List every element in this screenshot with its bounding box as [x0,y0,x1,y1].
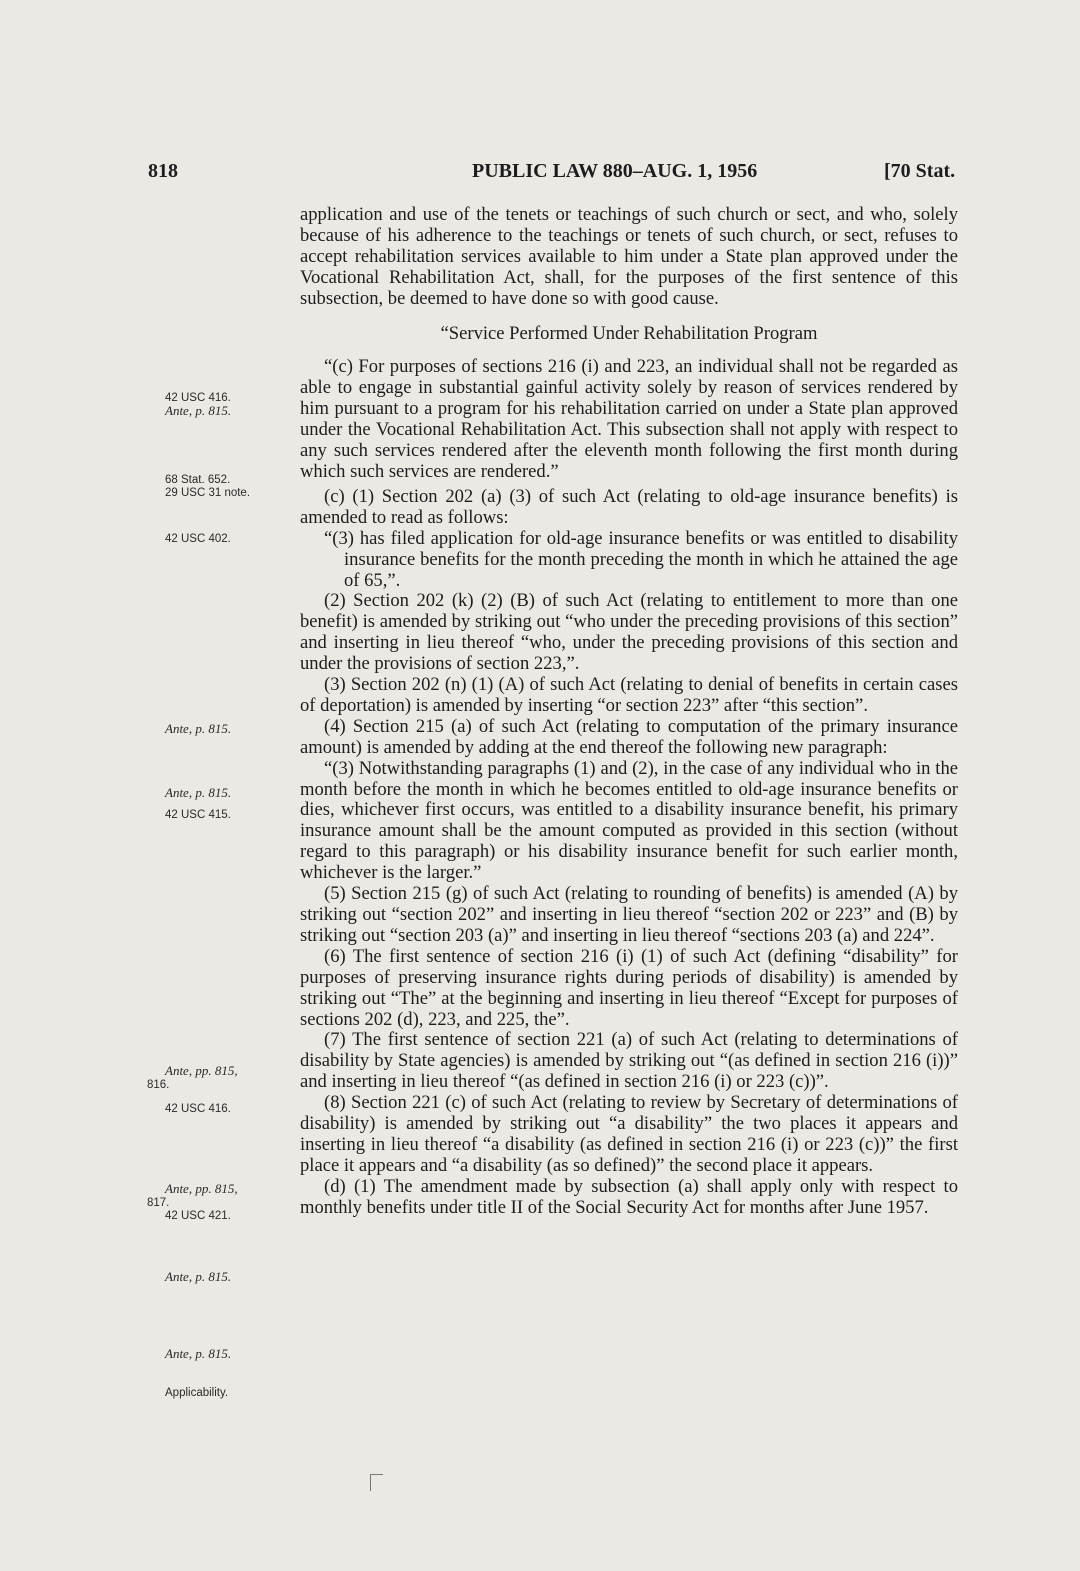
paragraph: (c) (1) Section 202 (a) (3) of such Act (relating to old-age insurance benefits) is amended to read as follows: [300,485,958,528]
page-header [0,160,1080,190]
margin-note: Ante, pp. 815, 816. [147,1063,238,1091]
page-number: 818 [148,160,178,182]
paragraph: application and use of the tenets or teachings of such church or sect, and who, solely because of his adherence to the teachings or tenets of such church, or sect, refuses to accept rehabilitation services available to him under a State plan approved under the Vocational Rehabilitation Act, shall, for the purposes of the first sentence of this subsection, be deemed to have done so with good cause. [300,204,958,309]
body-text [300,205,958,1219]
paragraph: (4) Section 215 (a) of such Act (relating to computation of the primary insurance amount) is amended by adding at the end thereof the following new paragraph: [300,715,958,758]
margin-note: Ante, p. 815. [165,1346,232,1361]
paragraph: (2) Section 202 (k) (2) (B) of such Act (relating to entitlement to more than one benefit) is amended by striking out “who under the preceding provisions of this section” and inserting in lieu thereof “who, under the preceding provisions of this section and under the provisions of section 223,”. [300,590,958,675]
corner-mark [370,1474,383,1491]
section-heading: “Service Performed Under Rehabilitation Program [440,322,818,344]
margin-note: Ante, p. 815. [165,721,232,736]
paragraph: (8) Section 221 (c) of such Act (relating to review by Secretary of determinations of disability) is amended by striking out “a disability” the two places it appears and inserting in lieu thereof “a disability (as defined in section 216 (i) or 223 (c))” the first place it appears and “a disability (as so defined)” the second place it appears. [300,1092,958,1176]
paragraph: (6) The first sentence of section 216 (i) (1) of such Act (defining “disability” for purposes of preserving insurance rights during periods of disability) is amended by striking out “The” at the beginning and inserting in lieu thereof “Except for purposes of sections 202 (d), 223, and 225, the”. [300,945,958,1030]
margin-note: 68 Stat. 652. 29 USC 31 note. [165,474,251,499]
margin-note: Applicability. [165,1387,229,1399]
margin-note: Ante, p. 815. 42 USC 415. [165,785,232,821]
paragraph: “(c) For purposes of sections 216 (i) and 223, an individual shall not be regarded as able to engage in substantial gainful activity solely by reason of services rendered by him pursuant to a program for his rehabilitation carried on under a State plan approved under the Vocational Rehabilitation Act. This subsection shall not apply with respect to any such services rendered after the eleventh month following the first month during which such services are rendered.” [300,356,958,482]
quoted-paragraph: “(3) has filed application for old-age insurance benefits or was entitled to disability insurance benefits for the month preceding the month in which he attained the age of 65,”. [324,527,958,591]
paragraph: “(3) Notwithstanding paragraphs (1) and (2), in the case of any individual who in the month before the month in which he becomes entitled to old-age insurance benefits or dies, whichever first occurs, was entitled to a disability insurance benefit, his primary insurance amount shall be the amount computed as provided in this section (without regard to this paragraph) or his disability insurance benefit for such earlier month, whichever is the larger.” [300,757,958,884]
margin-note: Ante, p. 815. [165,1269,232,1284]
paragraph: (7) The first sentence of section 221 (a) of such Act (relating to determinations of disability by State agencies) is amended by striking out “(as defined in section 216 (i))” and inserting in lieu thereof “(as defined in section 216 (i) or 223 (c))”. [300,1029,958,1093]
margin-note: 42 USC 416. Ante, p. 815. [165,392,232,418]
running-title: PUBLIC LAW 880–AUG. 1, 1956 [472,160,758,182]
margin-note: 42 USC 416. [165,1103,231,1115]
paragraph: (5) Section 215 (g) of such Act (relating to rounding of benefits) is amended (A) by striking out “section 202” and inserting in lieu thereof “section 202 or 223” and (B) by striking out “section 203 (a)” and inserting in lieu thereof “sections 203 (a) and 224”. [300,883,958,946]
paragraph: (3) Section 202 (n) (1) (A) of such Act (relating to denial of benefits in certain cases of deportation) is amended by inserting “or section 223” after “this section”. [300,674,958,716]
margin-note: Ante, pp. 815, 817. [147,1181,238,1209]
statute-reference: [70 Stat. [884,160,956,182]
paragraph: (d) (1) The amendment made by subsection (a) shall apply only with respect to monthly benefits under title II of the Social Security Act for months after June 1957. [300,1175,958,1218]
margin-note: 42 USC 421. [165,1210,231,1222]
margin-note: 42 USC 402. [165,533,231,545]
